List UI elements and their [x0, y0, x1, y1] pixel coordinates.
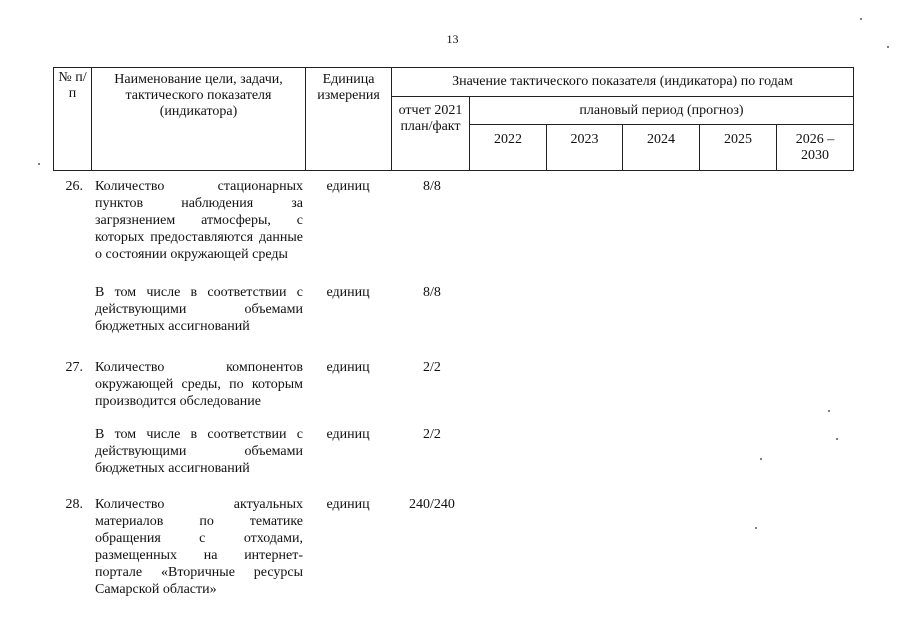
row-report-value: 8/8: [423, 179, 441, 194]
row-report-value: 8/8: [423, 285, 441, 300]
header-report: отчет 2021 план/факт: [392, 97, 470, 171]
row-number: 26.: [65, 179, 83, 194]
row-indicator-name: В том числе в соответствии с действующими объемами бюджетных ассигнований: [95, 427, 303, 476]
scan-speck: [38, 163, 40, 165]
row-unit: единиц: [326, 497, 370, 512]
header-planned: плановый период (прогноз): [470, 97, 854, 125]
header-year-2025: 2025: [700, 125, 777, 171]
scan-speck: [760, 458, 762, 460]
scan-speck: [860, 18, 862, 20]
row-indicator-name: В том числе в соответствии с действующими объемами бюджетных ассигнований: [95, 285, 303, 334]
header-num: № п/п: [54, 68, 92, 171]
row-unit: единиц: [326, 427, 370, 442]
row-indicator-name: Количество компонентов окружающей среды, по которым производится обследование: [95, 360, 303, 409]
scan-speck: [887, 46, 889, 48]
row-number: 28.: [65, 497, 83, 512]
header-year-2022: 2022: [470, 125, 547, 171]
page-number: 13: [446, 32, 459, 46]
header-name: Наименование цели, задачи, тактического показателя (индикатора): [92, 68, 306, 171]
row-unit: единиц: [326, 360, 370, 375]
scan-speck: [836, 438, 838, 440]
row-report-value: 240/240: [409, 497, 455, 512]
row-indicator-name: Количество актуальных материалов по тематике обращения с отходами, размещенных на интернет-портале «Вторичные ресурсы Самарской области»: [95, 497, 303, 597]
row-indicator-name: Количество стационарных пунктов наблюдения за загрязнением атмосферы, с которых предоставляются данные о состоянии окружающей среды: [95, 179, 303, 262]
scan-speck: [755, 527, 757, 529]
scan-speck: [828, 410, 830, 412]
row-report-value: 2/2: [423, 427, 441, 442]
header-year-2023: 2023: [547, 125, 623, 171]
header-year-2026-2030: 2026 – 2030: [777, 125, 854, 171]
row-number: 27.: [65, 360, 83, 375]
header-values-title: Значение тактического показателя (индикатора) по годам: [392, 68, 854, 97]
indicator-table-header: [53, 67, 854, 171]
row-report-value: 2/2: [423, 360, 441, 375]
row-unit: единиц: [326, 285, 370, 300]
row-unit: единиц: [326, 179, 370, 194]
header-unit: Единица измерения: [306, 68, 392, 171]
header-year-2024: 2024: [623, 125, 700, 171]
